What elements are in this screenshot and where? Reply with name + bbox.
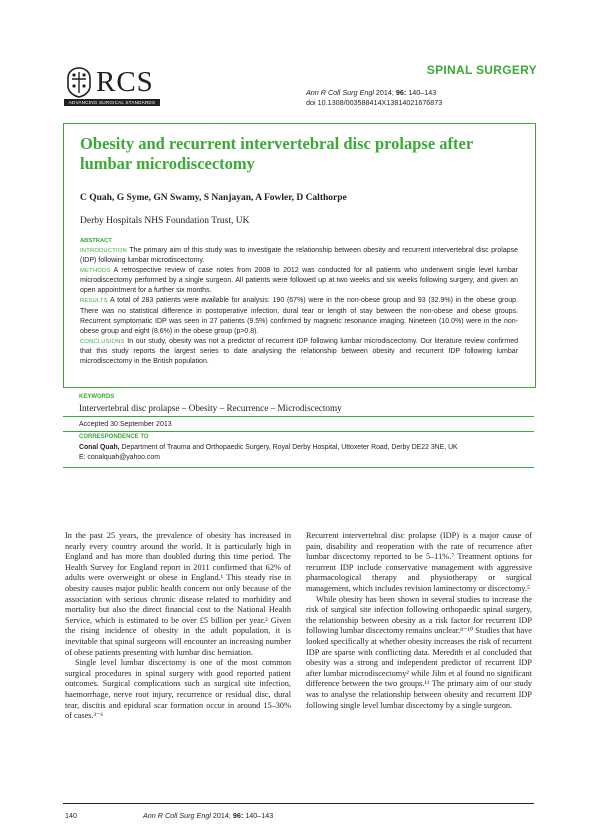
footer-year: 2014; <box>212 811 231 820</box>
conclusions-text: In our study, obesity was not a predictor of recurrent IDP following lumbar microdiscectomy. Our literature review confirmed that this study reports the largest series to date analysing the relationship between obesity and recurrent IDP following lumbar microdiscectomy in the British population. <box>80 337 518 366</box>
keywords-heading: KEYWORDS <box>79 394 115 400</box>
footer-citation <box>143 811 273 820</box>
body-paragraph: Single level lumbar discectomy is one of the most common surgical procedures in spinal surgery with good reported patient outcomes. Surgical complications such as surgical site infection, haemorrhage, nerve root injury, recurrence or residual disc, dural tear, discitis and epidural scar formation occur in around 15–30% of cases.³⁻⁶ <box>65 658 291 721</box>
correspondent-name: Conal Quah, <box>79 444 120 451</box>
journal-name: Ann R Coll Surg Engl <box>306 88 374 97</box>
article-title: Obesity and recurrent intervertebral disc prolapse after lumbar microdiscectomy <box>80 134 473 173</box>
methods-text: A retrospective review of case notes from 2008 to 2012 was conducted for all patients who underwent single level lumbar microdiscectomy performed by a single surgeon. All patients were followed up at two weeks and six weeks following surgery, and given an open appointment for a further six months. <box>80 267 518 295</box>
logo-tagline: ADVANCING SURGICAL STANDARDS <box>64 99 160 106</box>
volume: 96: <box>395 88 407 97</box>
year: 2014; <box>375 88 394 97</box>
body-paragraph: In the past 25 years, the prevalence of obesity has increased in nearly every country around the world. It is particularly high in England and has more than doubled during this time period. The Health Survey for England report in 2011 confirmed that 62% of adults were overweight or obese in England.¹ This steady rise in obesity causes major public health concern not only because of the association with serious chronic disease related to morbidity and mortality but also the direct financial cost to the National Health Service, which is estimated to be over £5 billion per year.² Given the rising incidence of obesity in the adult population, it is inevitable that spinal surgeons will encounter an increasing number of obese patients presenting with lumbar disc herniation. <box>65 531 291 657</box>
introduction-label: INTRODUCTION <box>80 248 127 254</box>
abstract-box <box>63 123 536 388</box>
citation <box>306 88 442 108</box>
keywords: Intervertebral disc prolapse – Obesity – Recurrence – Microdiscectomy <box>79 403 342 413</box>
footer-volume: 96: <box>232 811 244 820</box>
pages: 140–143 <box>408 88 437 97</box>
footer-rule <box>63 803 534 804</box>
correspondence-heading: CORRESPONDENCE TO <box>79 434 149 440</box>
methods-label: METHODS <box>80 268 111 275</box>
page-number: 140 <box>65 811 77 820</box>
doi: doi 10.1308/003588414X13814021676873 <box>306 98 443 107</box>
logo-text: RCS <box>96 66 154 98</box>
accepted-date: Accepted 30 September 2013 <box>79 421 172 428</box>
results-text: A total of 283 patients were available for analysis: 190 (67%) were in the non-obese group and 93 (32.9%) in the obese group. There was no statistical difference in postoperative infection, dural tear or length of stay between the non-obese and obese groups. Recurrent symptomatic IDP was seen in 27 patients (9.5%) confirmed by magnetic resonance imaging. Nineteen (10.0%) were in the non-obese group and eight (8.6%) in the obese group (p>0.8). <box>80 297 518 335</box>
body-column-left <box>65 531 291 722</box>
abstract-heading: ABSTRACT <box>80 238 112 244</box>
body-paragraph: While obesity has been shown in several studies to increase the risk of surgical site infection following orthopaedic spinal surgery, the relationship between obesity as a risk factor for recurrent IDP following lumbar discectomy remains unclear.⁸⁻¹⁰ Studies that have looked specifically at whether obesity increases the risk of recurrent IDP are sparse with conflicting data. Meredith et al concluded that obesity was a strong and independent predictor of recurrent IDP after lumbar microdiscectomy² while Jiłm et al found no significant difference between the two groups.¹¹ The primary aim of our study was to analyse the relationship between obesity and recurrent IDP following single level lumbar discectomy by a single surgeon. <box>306 594 533 710</box>
correspondence <box>79 443 519 462</box>
rcs-logo <box>64 66 160 112</box>
results-label: RESULTS <box>80 298 108 305</box>
footer-journal: Ann R Coll Surg Engl <box>143 811 211 820</box>
divider <box>63 467 534 468</box>
body-column-right <box>306 531 532 711</box>
introduction-text: The primary aim of this study was to investigate the relationship between obesity and recurrent intervertebral disc prolapse (IDP) following lumbar microdiscectomy. <box>80 247 519 265</box>
correspondent-email[interactable]: E: conalquah@yahoo.com <box>79 453 160 461</box>
body-paragraph: Recurrent intervertebral disc prolapse (IDP) is a major cause of pain, disability and reoperation with the rate of recurrence after lumbar discectomy reported to be 5–11%.⁷ Treatment options for recurrent IDP include conservative management with aggressive pharmacological therapy and physiotherapy or surgical management, which includes revision laminectomy or discectomy.⁵ <box>306 531 532 593</box>
authors: C Quah, G Syme, GN Swamy, S Nanjayan, A Fowler, D Calthorpe <box>80 193 347 203</box>
correspondent-address: Department of Trauma and Orthopaedic Surgery, Royal Derby Hospital, Uttoxeter Road, Derby DE22 3NE, UK <box>121 444 458 451</box>
divider <box>63 431 534 432</box>
section-label: SPINAL SURGERY <box>426 63 537 77</box>
crest-icon <box>64 66 94 98</box>
footer-pages: 140–143 <box>245 811 274 820</box>
abstract-text <box>80 246 518 367</box>
conclusions-label: CONCLUSIONS <box>80 338 125 345</box>
divider <box>63 416 534 417</box>
affiliation: Derby Hospitals NHS Foundation Trust, UK <box>80 216 250 226</box>
